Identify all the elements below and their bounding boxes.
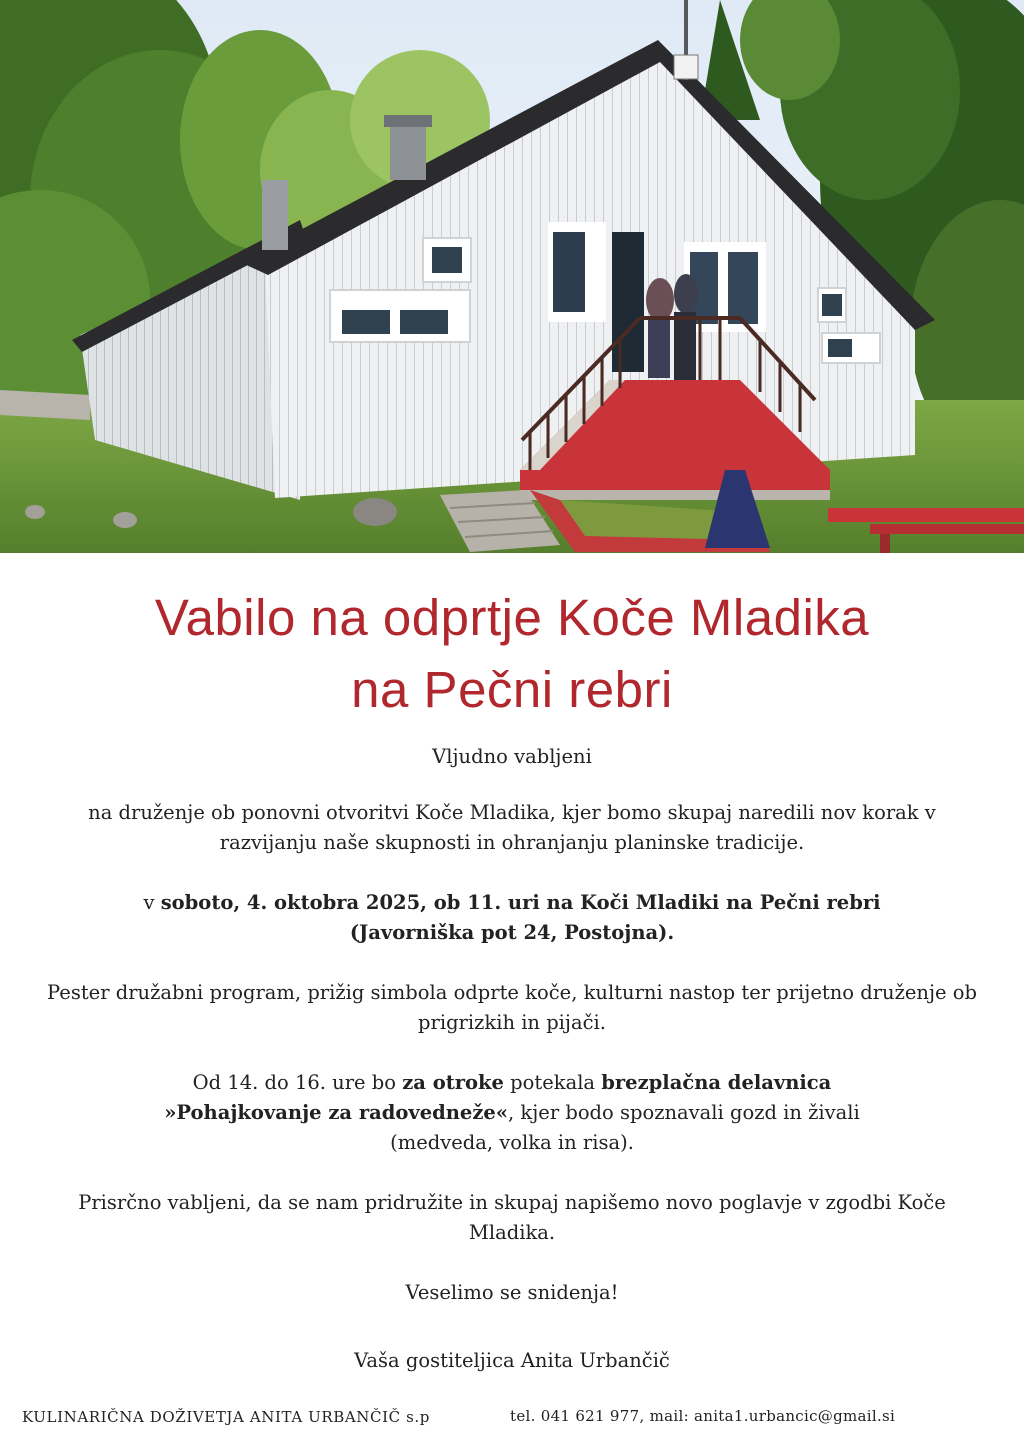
farewell: Veselimo se snidenja! (405, 1281, 619, 1304)
workshop-for-kids: za otroke (402, 1071, 504, 1094)
closing-paragraph: Prisrčno vabljeni, da se nam pridružite in skupaj napišemo novo poglavje v zgodbi Koče Mladika. (78, 1191, 946, 1244)
hero-photo (0, 0, 1024, 553)
event-details (20, 888, 1004, 948)
intro-paragraph: na druženje ob ponovni otvoritvi Koče Mladika, kjer bomo skupaj naredili nov korak v razvijanju naše skupnosti in ohranjanju planinske tradicije. (88, 801, 936, 854)
workshop-text-3: , kjer bodo spoznavali gozd in živali (508, 1101, 860, 1124)
mountain-hut-photo (0, 0, 1024, 553)
workshop-free: brezplačna delavnica (601, 1071, 832, 1094)
title-line-1: Vabilo na odprtje Koče Mladika (154, 589, 870, 646)
workshop-text-1: Od 14. do 16. ure bo (192, 1071, 403, 1094)
workshop-paragraph (20, 1068, 1004, 1158)
greeting: Vljudno vabljeni (432, 745, 592, 768)
workshop-text-4: (medveda, volka in risa). (390, 1131, 634, 1154)
program-paragraph: Pester družabni program, prižig simbola odprte koče, kulturni nastop ter prijetno druženje ob prigrizkih in pijači. (47, 981, 977, 1034)
footer-contact: tel. 041 621 977, mail: anita1.urbancic@gmail.si (510, 1407, 896, 1425)
signature: Vaša gostiteljica Anita Urbančič (354, 1349, 670, 1372)
footer-company: KULINARIČNA DOŽIVETJA ANITA URBANČIČ s.p (22, 1408, 430, 1426)
title-line-2: na Pečni rebri (351, 661, 673, 718)
event-address: (Javorniška pot 24, Postojna). (349, 921, 675, 944)
invitation-title (0, 582, 1024, 726)
workshop-text-2: potekala (503, 1071, 602, 1094)
invitation-body (20, 742, 1004, 1376)
event-prefix: v (143, 891, 161, 914)
workshop-title: »Pohajkovanje za radovedneže« (164, 1101, 509, 1124)
event-date-place: soboto, 4. oktobra 2025, ob 11. uri na Koči Mladiki na Pečni rebri (160, 891, 881, 914)
